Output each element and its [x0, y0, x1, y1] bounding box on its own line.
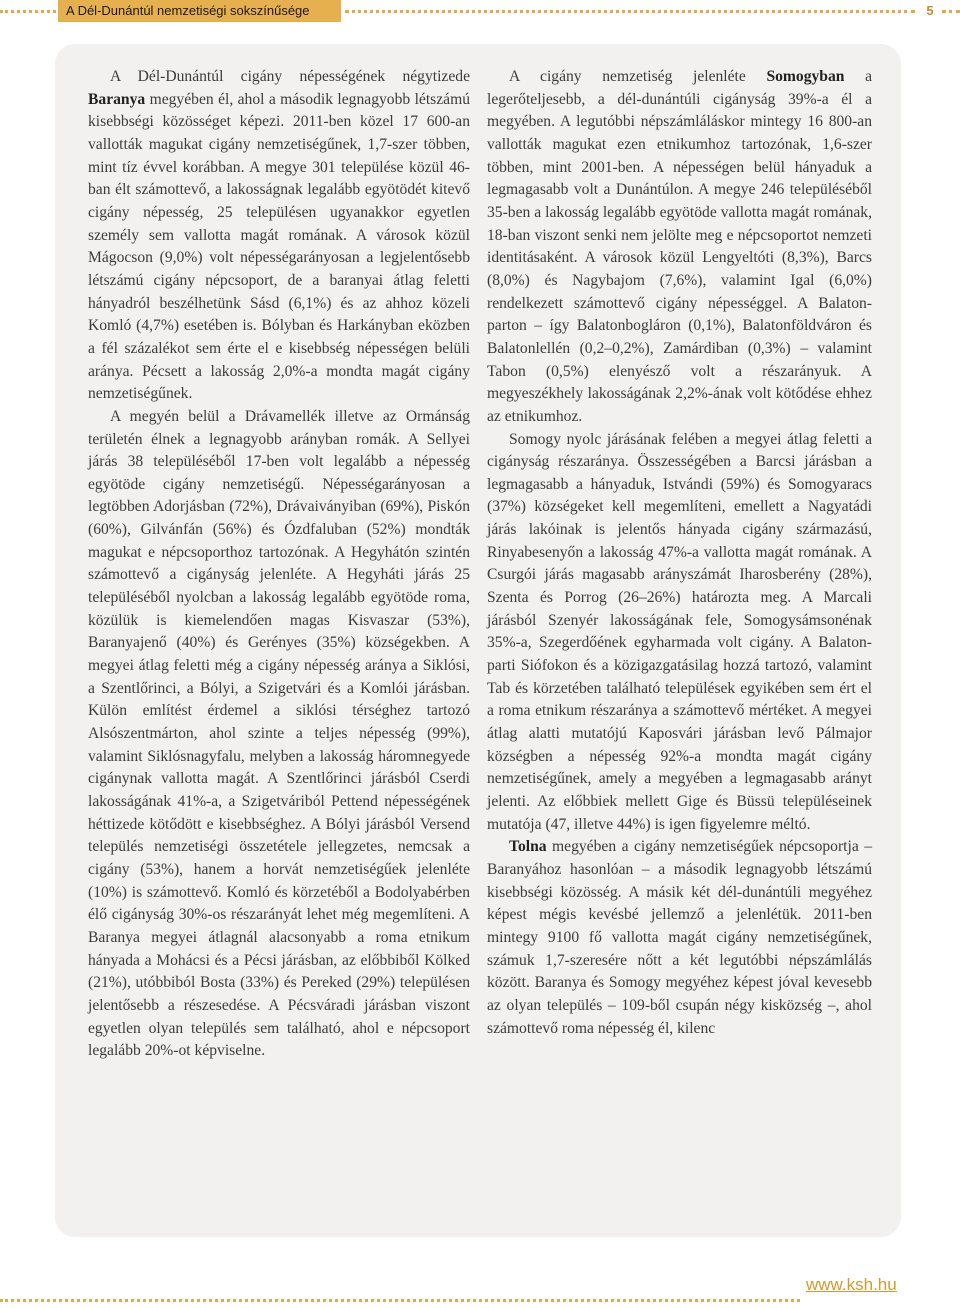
baranya-paragraph-1: [88, 66, 470, 406]
header-dots-left: [0, 10, 56, 13]
page-number: 5: [926, 3, 934, 18]
text-span: megyében a cigány nemzetiségűek népcsoportja – Baranyához hasonlóan – a második legnagyobb létszámú kisebbségi közösség. A másik két dél-dunántúli megyéhez képest mégis kevésbé jellemző a jelenlétük. 2011-ben mintegy 9100 fő vallotta magát cigány nemzetiségűnek, számuk 1,7-szeresére nőtt a két legutóbbi népszámlálás között. Baranya és Somogy megyéhez képest jóval kevesebb az olyan település – 109-ből csupán négy kisközség –, ahol számottevő roma népesség él, kilenc: [487, 838, 872, 1037]
header-dots-middle: [345, 10, 915, 13]
text-span: a legerőteljesebb, a dél-dunántúli cigányság 39%-a él a megyében. A legutóbbi népszámláláskor mintegy 16 800-an vallották magukat ezen etnikumhoz tartozónak, 1,6-szer többen, mint 2001-ben. A népességen belül hányaduk a legmagasabb volt a Dunántúlon. A megye 246 településéből 35-ben a lakosság legalább egyötöde vallotta magát romának, 18-ban viszont senki nem jelölte meg e népcsoportot nemzeti identitásaként. A városok közül Lengyeltóti (8,3%), Barcs (8,0%) és Nagybajom (7,6%), valamint Igal (6,0%) rendelkezett számottevő cigány népességgel. A Balaton-parton – így Balatonbogláron (0,1%), Balatonföldváron és Balatonlellén (0,2–0,2%), Zamárdiban (0,3%) – valamint Tabon (0,5%) elenyésző volt a részarányuk. A megyeszékhely lakosságának 2,2%-ának volt kötődése ehhez az etnikumhoz.: [487, 68, 873, 425]
running-title: A Dél-Dunántúl nemzetiségi sokszínűsége: [58, 0, 341, 22]
header-dots-right: [942, 10, 960, 13]
ksh-website-link[interactable]: www.ksh.hu: [806, 1275, 897, 1294]
text-span: A Dél-Dunántúl cigány népességének négytizede: [110, 68, 470, 85]
left-column: [88, 66, 470, 1063]
county-name-somogy: Somogyban: [766, 68, 845, 85]
tolna-paragraph: [487, 836, 872, 1040]
text-span: A cigány nemzetiség jelenléte: [509, 68, 767, 85]
county-name-tolna: Tolna: [509, 838, 547, 856]
somogy-paragraph-2: Somogy nyolc járásának felében a megyei átlag feletti a cigányság részaránya. Összességében a Barcsi járásban a legmagasabb a hányaduk, Istvándi (59%) és Somogyaracs (37%) községeket kell megemlíteni, emellett a Nagyatádi járás lakóinak is jelentős hányada cigány származású, Rinyabesenyőn a lakosság 47%-a vallotta magát romának. A Csurgói járás magasabb arányszámát Iharosberény (28%), Szenta és Porrog (26–26%) határozta meg. A Marcali járásból Szenyér lakosságának fele, Somogysámsonénak 35%-a, Szegerdőének egyharmada volt cigány. A Balaton-parti Siófokon és a közigazgatásilag hozzá tartozó, valamint Tab és körzetében található települések egyikében sem ért el a roma etnikum részaránya a számottevő mértéket. A megyei átlag alatti mutatójú Kaposvári járásban levő Pálmajor községben a népesség 92%-a mondta magát cigány nemzetiségűnek, amely a megyében a legmagasabb arányt jelenti. Az előbbiek mellett Gige és Büssü településeinek mutatója (47, illetve 44%) is igen figyelemre méltó.: [487, 430, 872, 833]
page-header: [0, 0, 960, 22]
footer-dots: [0, 1299, 800, 1302]
right-column: [487, 66, 872, 1040]
somogy-paragraph-1: [487, 66, 872, 429]
baranya-paragraph-2: A megyén belül a Drávamellék illetve az Ormánság területén élnek a legnagyobb arányban romák. A Sellyei járás 38 településéből 17-ben volt legalább a népesség egyötöde cigány nemzetiségű. Népességarányosan a legtöbben Adorjásban (72%), Drávaiványiban (69%), Piskón (60%), Gilvánfán (56%) és Ózdfaluban (52%) mondták magukat e népcsoporthoz tartozónak. A Hegyhátón szintén számottevő a cigányság jelenléte. A Hegyháti járás 25 településéből nyolcban a lakosság legalább egyötöde roma, közülük is kiemelendően magas Kisvaszar (53%), Baranyajenő (40%) és Gerényes (35%) községekben. A megyei átlag feletti még a cigány népesség aránya a Siklósi, a Szentlőrinci, a Bólyi, a Szigetvári és a Komlói járásban. Külön említést érdemel a siklósi térséghez tartozó Alsószentmárton, ahol szinte a teljes népesség (99%), valamint Siklósnagyfalu, melyben a lakosság háromnegyede cigánynak vallotta magát. A Szentlőrinci járásból Cserdi lakosságának 41%-a, a Szigetváriból Pettend népességének héttizede kötődött e kisebbséghez. A Bólyi járásból Versend település nemzetiségi összetétele jellegzetes, nemcsak a cigány (53%), hanem a horvát nemzetiségűek jelenléte (10%) is számottevő. Komló és körzetéből a Bodolyabérben élő cigányság 30%-os részarányát lehet még megemlíteni. A Baranya megyei átlagnál alacsonyabb a roma etnikum hányada a Mohácsi és a Pécsi járásban, az előbbiből Kölked (21%), utóbbiból Bosta (33%) és Pereked (29%) településen jelentősebb a részesedése. A Pécsváradi járásban viszont egyetlen olyan település sem található, ahol e népcsoport legalább 20%-ot képviselne.: [88, 407, 470, 1060]
text-span: megyében él, ahol a második legnagyobb létszámú kisebbségi közösséget képezi. 2011-ben közel 17 600-an vallották magukat cigány nemzetiségűnek, 1,7-szer többen, mint tíz évvel korábban. A megye 301 települése közül 46-ban élt számottevő, a lakosságnak legalább egyötödét kitevő cigány népesség, 25 településen ugyanakkor egyetlen személy sem vallotta magát romának. A városok közül Mágocson (9,0%) volt népességarányosan a legjelentősebb létszámú cigány népcsoport, de a baranyai átlag feletti hányadról beszélhetünk Sásd (6,1%) és az ahhoz közeli Komló (4,7%) esetében is. Bólyban és Harkányban eközben a fél százalékot sem érte el e kisebbség népességen belüli aránya. Pécsett a lakosság 2,0%-a mondta magát cigány nemzetiségűnek.: [88, 90, 470, 403]
county-name-baranya: Baranya: [88, 90, 146, 108]
